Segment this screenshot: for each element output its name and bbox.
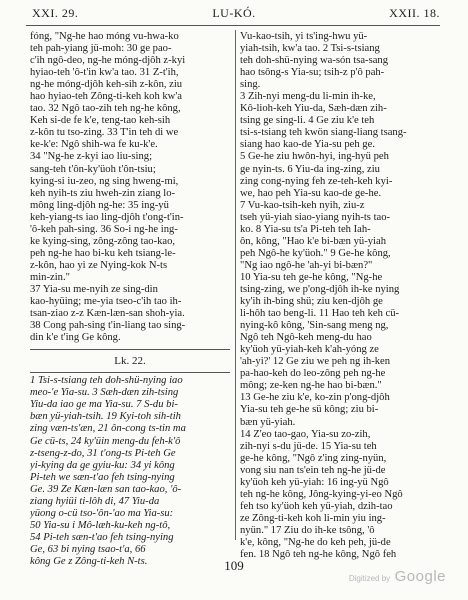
- text-line: ôn, kông, "Hao k'e bi-bæn yü-yiah: [240, 235, 386, 247]
- text-line: zing væn-ts'æn, 21 ôn-cong ts-tin ma: [30, 423, 186, 435]
- text-line: tsing-zing, we p'ong-djôh ih-ke nying: [240, 283, 400, 295]
- text-line: meo-'e Yia-su. 3 Sæh-dæn zih-tsing: [30, 387, 179, 399]
- text-line: kying-si iu-zeo, ng sing hweng-mi,: [30, 175, 179, 187]
- right-column-text: [240, 31, 440, 561]
- text-line: 'ah-yi?' 12 Ge ziu we peh ng ih-ken: [240, 356, 391, 368]
- text-line: nyün." 17 Ziu do ih-ke tsông, 'ô: [240, 524, 375, 536]
- text-line: mông ling-djôh ng-he: 35 ing-yü: [30, 199, 169, 211]
- header-rule: [26, 25, 440, 26]
- text-line: k'e, kông, "Ng-he do keh peh, jü-de: [240, 536, 391, 548]
- text-line: 54 Pi-teh sæn-t'ao feh tsing-nying: [30, 531, 174, 543]
- text-line: ge-he kông, "Ngô z'ing zing-nyün,: [240, 452, 387, 464]
- text-line: 37 Yia-su me-nyih ze sing-din: [30, 283, 158, 295]
- text-line: ziang hyiüi ti-lôh di, 47 Yiu-da: [30, 495, 160, 507]
- right-column: [240, 31, 440, 561]
- text-line: tseh yü-yiah siao-yiang nyih-ts tao-: [240, 211, 391, 223]
- text-line: teh ng-he kông, Jông-kying-yi-eo Ngô: [240, 488, 403, 500]
- text-line: "Ng iao ngô-he 'ah-yi bi-bæn?": [240, 259, 373, 271]
- text-line: Kô-lioh-keh Yiu-da, Sæh-dæn zih-: [240, 103, 387, 115]
- text-line: 50 Yia-su i Mô-læh-ku-keh ng-tô,: [30, 519, 171, 531]
- text-line: ko. 8 Yia-su ts'a Pi-teh teh Iah-: [240, 223, 371, 235]
- digitized-watermark: [349, 568, 446, 586]
- text-line: Yiu-da iao ge ma Yia-su. 7 S-du bi-: [30, 399, 178, 411]
- text-line: tsi-s-tsiang teh kwön siang-liang tsang-: [240, 127, 407, 139]
- chapter-summary: [30, 375, 230, 568]
- text-line: hyiao-teh 'ô-t'in kw'a tao. 31 Z-t'ih,: [30, 67, 179, 79]
- text-line: 38 Cong pah-sing t'in-liang tao sing-: [30, 320, 186, 332]
- text-line: din k'e t'ing Ge kông.: [30, 332, 121, 344]
- text-line: tsing ge sing-li. 4 Ge ziu k'e teh: [240, 115, 375, 127]
- page-number: 109: [224, 558, 244, 573]
- text-line: ky'üoh keh yü-yiah: 16 ing-yü Ngô: [240, 476, 389, 488]
- text-line: bæn yü-yiah.: [240, 416, 296, 428]
- column-divider: [235, 30, 236, 540]
- text-line: ke-k'e: Ngô shih-wa fe ku-k'e.: [30, 139, 158, 151]
- text-line: fen. 18 Ngô teh ng-he kông, Ngô feh: [240, 549, 397, 561]
- text-line: peh ng-he hao bi-ku keh tsiang-le-: [30, 247, 176, 259]
- text-line: Ge. 39 Ze Kæn-læn san tao-kao, 'ô-: [30, 483, 182, 495]
- text-line: we, hao peh Yia-su kao-de ge-he.: [240, 187, 382, 199]
- text-line: yi-kying da ge gyiu-ku: 34 yi kông: [30, 459, 175, 471]
- text-line: siang hao kao-de Yia-su peh ge.: [240, 139, 375, 151]
- text-line: pa-hao-keh do leo-zông peh ng-he: [240, 368, 386, 380]
- text-line: hao hyiao-teh Zông-ti-keh koh kw'a: [30, 91, 182, 103]
- google-logo: Google: [394, 568, 446, 585]
- text-line: ze Zông-ti-keh koh li-min yiu ing-: [240, 512, 386, 524]
- text-line: sang-teh t'ôn-ky'üoh t'ôn-tsiu;: [30, 163, 156, 175]
- text-line: 5 Ge-he ziu hwôn-hyi, ing-hyü peh: [240, 151, 389, 163]
- header-chapter-left: XXI. 29.: [32, 6, 79, 20]
- watermark-prefix: Digitized by: [348, 574, 391, 583]
- text-line: min-zin.": [30, 271, 70, 283]
- text-line: 3 Zih-nyi meng-du li-min ih-ke,: [240, 91, 376, 103]
- left-column-text: [30, 31, 230, 344]
- text-line: z-kôn tu tso-zing. 33 T'in teh di we: [30, 127, 179, 139]
- text-line: hao tsông-s Yia-su; tsih-z p'ô pah-: [240, 67, 385, 79]
- text-line: 7 Vu-kao-tsih-keh nyih, ziu-z: [240, 199, 365, 211]
- text-line: z-kôn, hao yi ze Nying-kok N-ts: [30, 259, 168, 271]
- text-line: ge nyin-ts. 6 Yiu-da ing-zing, ziu: [240, 163, 380, 175]
- text-line: zing cong-nying feh ze-teh-keh kyi-: [240, 175, 393, 187]
- text-line: z-tseng-z-do, 31 t'ong-ts Pi-teh Ge: [30, 447, 176, 459]
- left-column: [30, 31, 230, 568]
- text-line: keh-yiang-ts iao ling-djôh t'ong-t'in-: [30, 211, 184, 223]
- text-line: kông Ge z Zông-ti-keh N-ts.: [30, 555, 148, 567]
- text-line: 'ô-keh pah-sing. 36 So-i ng-he ing-: [30, 223, 178, 235]
- text-line: tao. 32 Ngô tao-zih teh ng-he kông,: [30, 103, 181, 115]
- text-line: yiah-tsih, kw'a tao. 2 Tsi-s-tsiang: [240, 43, 380, 55]
- text-line: kao-hyüing; me-yia tseo-c'ih tao ih-: [30, 296, 182, 308]
- text-line: 34 "Ng-he z-kyi iao liu-sing;: [30, 151, 153, 163]
- text-line: peh Ngô-he ky'üoh." 9 Ge-he kông,: [240, 247, 391, 259]
- section-rule-bottom: [30, 372, 230, 373]
- text-line: Ngô teh Ngô-keh meng-du hao: [240, 332, 372, 344]
- text-line: c'ih ngô-deo, ng-he móng-djôh z-kyi: [30, 55, 186, 67]
- text-line: ke kying-sing, zông-zông tao-kao,: [30, 235, 176, 247]
- text-line: Vu-kao-tsih, yi ts'ing-hwu yü-: [240, 31, 368, 42]
- header-book-title: LU-KÓ.: [212, 6, 256, 20]
- section-rule-top: [30, 349, 230, 350]
- text-line: ng-he móng-djôh keh-sih z-kôn, ziu: [30, 79, 183, 91]
- text-line: mông; ze-ken ng-he hao bi-bæn.": [240, 380, 382, 392]
- text-line: teh doh-shü-nying wa-són tsa-sang: [240, 55, 388, 67]
- text-line: fóng, "Ng-he hao móng vu-hwa-ko: [30, 31, 179, 42]
- text-line: 1 Tsi-s-tsiang teh doh-shü-nying iao: [30, 375, 183, 387]
- header-chapter-right: XXII. 18.: [389, 6, 440, 20]
- text-line: 10 Yia-su teh ge-he kông, "Ng-he: [240, 271, 383, 283]
- text-line: Yia-su teh ge-he sü kông; ziu bi-: [240, 404, 379, 416]
- text-line: keh nyih-ts ziu hweh-zin ziang lo-: [30, 187, 176, 199]
- text-line: zih-nyi s-du jü-de. 15 Yia-su teh: [240, 440, 377, 452]
- text-line: 13 Ge-he ziu k'e, ko-zin p'ong-djôh: [240, 392, 390, 404]
- section-title: Lk. 22.: [114, 355, 146, 368]
- text-line: ky'ih ih-bing shü; ziu ken-djôh ge: [240, 296, 383, 308]
- text-line: li-hôh tao beng-li. 11 Hao teh keh cü-: [240, 308, 400, 320]
- text-line: sing.: [240, 79, 261, 91]
- text-line: Ge, 63 bi nying tsao-t'a, 66: [30, 543, 146, 555]
- text-line: Keh si-de fe k'e, teng-tao keh-sih: [30, 115, 171, 127]
- text-line: teh pah-yiang jü-moh: 30 ge pao-: [30, 43, 172, 55]
- text-line: tsan-ziao z-z Kæn-læn-san shoh-yia.: [30, 308, 185, 320]
- text-line: 14 Z'eo tao-gao, Yia-su zo-zih,: [240, 428, 371, 440]
- text-line: ky'üoh yü-yiah-keh k'ah-yóng ze: [240, 344, 379, 356]
- text-line: vong siu nan ts'ein teh ng-he jü-de: [240, 464, 386, 476]
- text-line: feh tso ky'üoh keh yü-yiah, dzih-tao: [240, 500, 393, 512]
- text-line: Pi-teh we sæn-t'ao feh tsing-nying: [30, 471, 175, 483]
- text-line: nying-kô kông, 'Sin-sang meng ng,: [240, 320, 389, 332]
- text-line: bæn yü-yiah-tsih. 19 Kyi-toh sih-tih: [30, 411, 181, 423]
- text-line: yüong o-cü tso-'ôn-'ao ma Yia-su:: [30, 507, 174, 519]
- text-line: Ge cü-ts, 24 ky'üin meng-du feh-k'ô: [30, 435, 181, 447]
